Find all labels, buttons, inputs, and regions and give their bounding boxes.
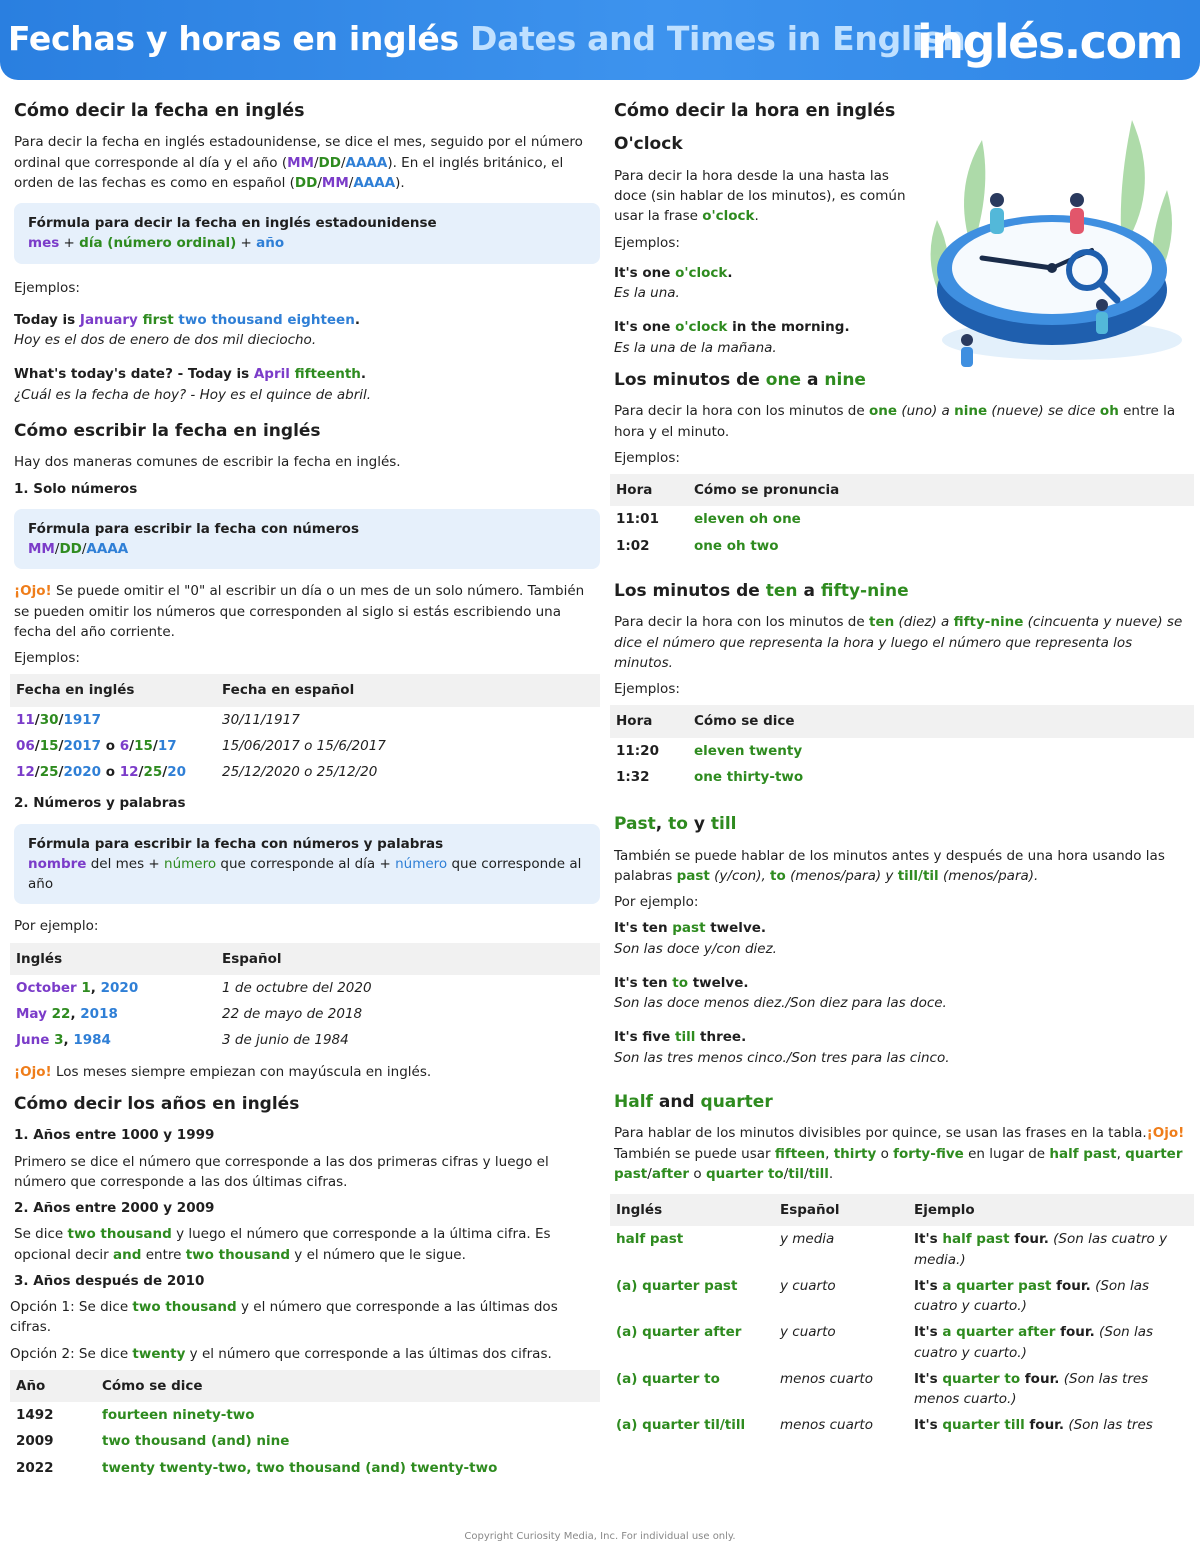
subtitle-ten-fiftynine: Los minutos de ten a fifty-nine (614, 580, 909, 601)
paragraph-2000-2009: Se dice two thousand y luego el número que corresponde a la última cifra. Es opcional decir and entre two thousand y el número que le sigue. (14, 1226, 551, 1263)
oclock-example-1: It's one o'clock. Es la una. (614, 264, 733, 301)
half-paragraph: Para hablar de los minutos divisibles por quince, se usan las frases en la tabla.¡Ojo! También se puede usar fifteen, thirty o forty-five en lugar de half past, quarter past/after o quarter to/til/till. (614, 1125, 1185, 1182)
subtitle-solo-numeros: 1. Solo números (14, 480, 138, 497)
past-example-1: It's ten past twelve. Son las doce y/con diez. (614, 920, 777, 957)
oclock-example-2: It's one o'clock in the morning. Es la una de la mañana. (614, 319, 850, 356)
table-row: 1:32 one thirty-two (616, 768, 804, 785)
table-row: 11:20 eleven twenty (616, 742, 803, 759)
section-title-hora: Cómo decir la hora en inglés (614, 101, 896, 121)
past-example-2: It's ten to twelve. Son las doce menos diez./Son diez para las doce. (614, 974, 947, 1011)
example-1: Today is January first two thousand eighteen. Hoy es el dos de enero de dos mil dieciocho. (14, 311, 360, 348)
ejemplos-label-2: Ejemplos: (14, 650, 80, 666)
page-title (8, 14, 965, 64)
ejemplos-label-one-nine: Ejemplos: (614, 449, 680, 466)
formula-box-palabras: Fórmula para escribir la fecha con números y palabras nombre del mes + número que corresponde al día + número que corresponde al año (14, 824, 600, 905)
clock-illustration-icon (912, 100, 1192, 370)
table-row: 12/25/2020 o 12/25/20 25/12/2020 o 25/12/20 (16, 764, 378, 780)
table-row: (a) quarter after y cuarto It's a quarter after four. (Son las cuatro y cuarto.) (616, 1324, 1154, 1361)
subtitle-2000-2009: 2. Años entre 2000 y 2009 (14, 1200, 215, 1216)
subtitle-1000-1999: 1. Años entre 1000 y 1999 (14, 1127, 215, 1144)
half-quarter-table: Inglés Español Ejemplo half past y media It's half past four. (Son las cuatro y media.) (a) quarter past y cuarto It's a quarter past four. (Son las cuatro y cuarto.) (a) quarter after y cuarto It's a quarter after four. (Son las cuatro y cuarto.) (a) quarter to menos cuarto It's quarter to four. (Son las tres menos cuarto.) (a) quarter til/till menos cuarto It's quarter till four. (Son las tres (610, 1194, 1194, 1439)
table-row: October 1, 2020 1 de octubre del 2020 (16, 979, 372, 996)
past-example-3: It's five till three. Son las tres menos cinco./Son tres para las cinco. (614, 1029, 950, 1066)
table-row: 2022 twenty twenty-two, two thousand (and) twenty-two (16, 1459, 498, 1476)
years-table: Año Cómo se dice 1492 fourteen ninety-two 2009 two thousand (and) nine 2022 twenty twenty-two, two thousand (and) twenty-two (10, 1370, 600, 1481)
table-row: (a) quarter past y cuarto It's a quarter past four. (Son las cuatro y cuarto.) (616, 1277, 1150, 1314)
ojo-note-1: ¡Ojo! Se puede omitir el "0" al escribir un día o un mes de un solo número. También se pueden omitir los números que corresponden al siglo si estás escribiendo una fecha del año corriente. (14, 583, 585, 640)
table-row: 11/30/1917 30/11/1917 (16, 711, 300, 728)
brand-logo[interactable]: inglés.com (916, 15, 1182, 69)
table-row: (a) quarter to menos cuarto It's quarter to four. (Son las tres menos cuarto.) (616, 1370, 1149, 1407)
formula-box-numeros: Fórmula para escribir la fecha con números MM/DD/AAAA (14, 509, 600, 570)
subtitle-half-quarter: Half and quarter (614, 1091, 773, 1112)
section-title-escribir-fecha: Cómo escribir la fecha en inglés (14, 420, 321, 441)
subtitle-oclock: O'clock (614, 134, 683, 155)
oclock-paragraph: Para decir la hora desde la una hasta las doce (sin hablar de los minutos), es común usar la frase o'clock. (614, 167, 906, 225)
title-english: Dates and Times in English (470, 19, 966, 58)
formula-content: mes + día (número ordinal) + año (28, 235, 285, 252)
table-row: May 22, 2018 22 de mayo de 2018 (16, 1006, 363, 1022)
one-nine-paragraph: Para decir la hora con los minutos de one (uno) a nine (nueve) se dice oh entre la hora y el minuto. (614, 403, 1176, 440)
table-row: half past y media It's half past four. (Son las cuatro y media.) (616, 1231, 1168, 1268)
formula-box-decir-fecha (14, 203, 600, 264)
formula-title: Fórmula para decir la fecha en inglés estadounidense (28, 215, 437, 231)
ejemplos-label-ten: Ejemplos: (614, 681, 680, 697)
subtitle-one-nine: Los minutos de one a nine (614, 369, 866, 390)
past-paragraph: También se puede hablar de los minutos antes y después de una hora usando las palabras past (y/con), to (menos/para) y till/til (menos/para). (614, 847, 1165, 884)
date-numbers-table: Fecha en inglés Fecha en español 11/30/1917 30/11/1917 06/15/2017 o 6/15/17 15/06/2017 o 15/6/2017 12/25/2020 o 12/25/20 25/12/2020 o 25/12/20 (10, 674, 600, 785)
subtitle-after-2010: 3. Años después de 2010 (14, 1272, 205, 1289)
one-nine-table: Hora Cómo se pronuncia 11:01 eleven oh one 1:02 one oh two (610, 474, 1194, 559)
table-row: 11:01 eleven oh one (616, 511, 801, 528)
intro-escribir-fecha: Hay dos maneras comunes de escribir la fecha en inglés. (14, 454, 401, 471)
por-ejemplo-label-past: Por ejemplo: (614, 894, 699, 910)
option-2: Opción 2: Se dice twenty y el número que corresponde a las últimas dos cifras. (10, 1345, 552, 1362)
intro-decir-fecha: Para decir la fecha en inglés estadounidense, se dice el mes, seguido por el número ordinal que corresponde al día y el año (MM/DD/AAAA). En el inglés británico, el orden de las fechas es como en español (DD/MM/AAAA). (14, 134, 583, 191)
table-row: 1:02 one oh two (616, 537, 779, 554)
table-row: June 3, 1984 3 de junio de 1984 (16, 1032, 349, 1049)
copyright-footer: Copyright Curiosity Media, Inc. For individual use only. (464, 1531, 736, 1542)
section-title-anios: Cómo decir los años en inglés (14, 1093, 300, 1114)
table-row: 2009 two thousand (and) nine (16, 1433, 290, 1450)
title-spanish: Fechas y horas en inglés (8, 19, 459, 58)
option-1: Opción 1: Se dice two thousand y el número que corresponde a las últimas dos cifras. (10, 1299, 558, 1336)
ten-fiftynine-table: Hora Cómo se dice 11:20 eleven twenty 1:32 one thirty-two (610, 705, 1194, 790)
example-2: What's today's date? - Today is April fifteenth. ¿Cuál es la fecha de hoy? - Hoy es el quince de abril. (14, 366, 372, 403)
section-title-decir-fecha: Cómo decir la fecha en inglés (14, 101, 305, 121)
ejemplos-label-oclock: Ejemplos: (614, 234, 680, 251)
oclock-block (610, 132, 910, 358)
ten-fiftynine-paragraph: Para decir la hora con los minutos de ten (diez) a fifty-nine (cincuenta y nueve) se dice el número que representa la hora y luego el número que representa los minutos. (614, 614, 1183, 671)
ojo-note-2: ¡Ojo! Los meses siempre empiezan con mayúscula en inglés. (14, 1063, 432, 1080)
subtitle-past-to-till: Past, to y till (614, 814, 737, 834)
table-row: (a) quarter til/till menos cuarto It's quarter till four. (Son las tres (616, 1417, 1153, 1434)
right-column (610, 92, 1194, 1447)
paragraph-1000-1999: Primero se dice el número que corresponde a las dos primeras cifras y luego el número que corresponde a las dos últimas cifras. (14, 1153, 549, 1190)
table-row: 06/15/2017 o 6/15/17 15/06/2017 o 15/6/2017 (16, 737, 386, 754)
table-row: 1492 fourteen ninety-two (16, 1407, 255, 1423)
header-banner (0, 0, 1200, 80)
left-column (10, 92, 600, 1489)
ejemplos-label: Ejemplos: (14, 279, 80, 296)
date-words-table: Inglés Español October 1, 2020 1 de octubre del 2020 May 22, 2018 22 de mayo de 2018 June 3, 1984 3 de junio de 1984 (10, 943, 600, 1054)
subtitle-numeros-palabras: 2. Números y palabras (14, 795, 186, 812)
por-ejemplo-label: Por ejemplo: (14, 918, 99, 935)
